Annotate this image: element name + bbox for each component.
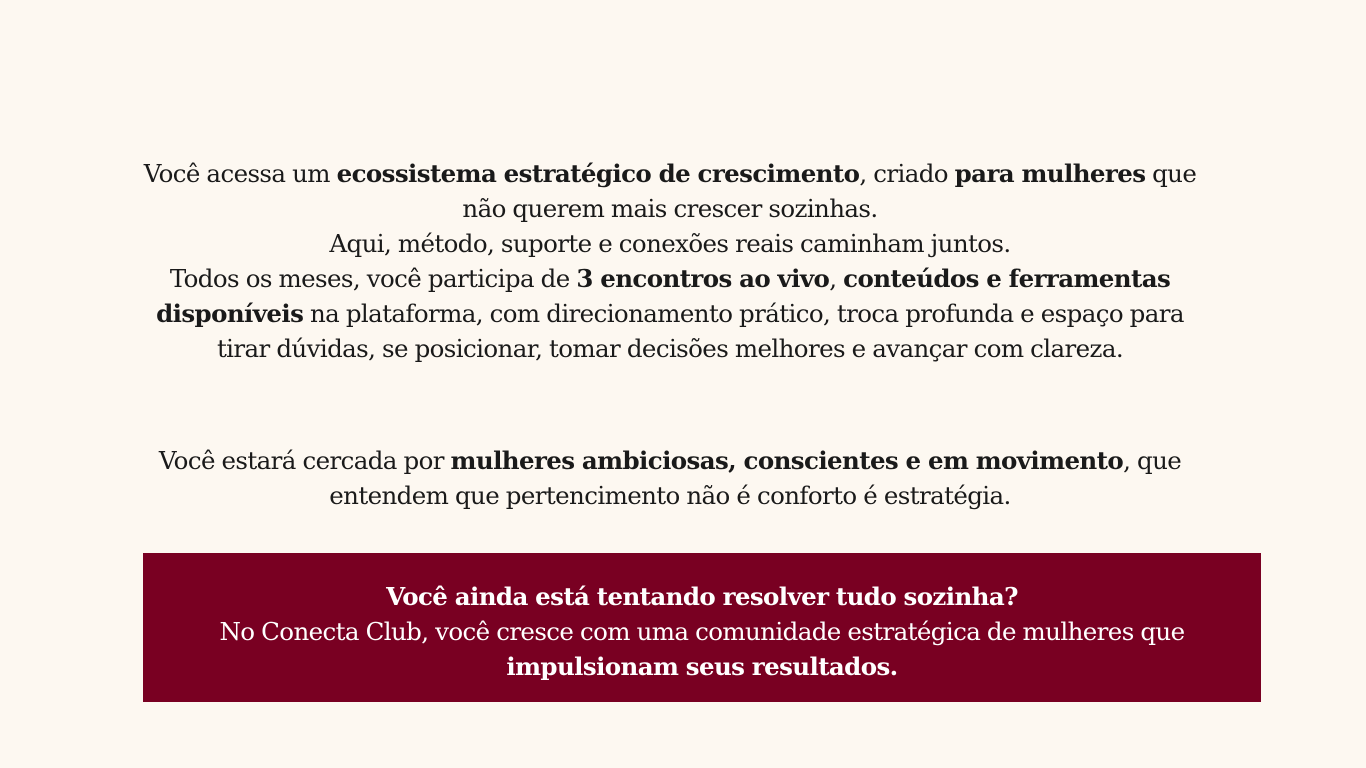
community-text: , que bbox=[1123, 446, 1182, 475]
intro-emphasis-meetings: 3 encontros ao vivo bbox=[576, 264, 830, 293]
intro-text: na plataforma, com direcionamento prático, troca profunda e espaço para bbox=[303, 299, 1184, 328]
intro-emphasis-content: conteúdos e ferramentas bbox=[843, 264, 1171, 293]
intro-line-6: tirar dúvidas, se posicionar, tomar decisões melhores e avançar com clareza. bbox=[216, 334, 1124, 363]
cta-banner bbox=[143, 553, 1261, 702]
community-line-1 bbox=[100, 443, 1240, 478]
banner-emphasis: impulsionam seus resultados. bbox=[506, 652, 898, 681]
intro-paragraph bbox=[100, 156, 1240, 366]
intro-text: , criado bbox=[859, 159, 955, 188]
intro-line-4 bbox=[100, 261, 1240, 296]
community-paragraph bbox=[100, 443, 1240, 513]
intro-text: que bbox=[1145, 159, 1197, 188]
community-text: Você estará cercada por bbox=[158, 446, 451, 475]
intro-line-2: não querem mais crescer sozinhas. bbox=[462, 194, 878, 223]
banner-body: No Conecta Club, você cresce com uma comunidade estratégica de mulheres que bbox=[219, 617, 1185, 646]
intro-text: , bbox=[829, 264, 844, 293]
intro-emphasis-available: disponíveis bbox=[156, 299, 304, 328]
community-line-2: entendem que pertencimento não é conforto é estratégia. bbox=[329, 481, 1011, 510]
banner-headline: Você ainda está tentando resolver tudo sozinha? bbox=[386, 582, 1018, 611]
intro-emphasis-ecosystem: ecossistema estratégico de crescimento bbox=[336, 159, 860, 188]
intro-line-3: Aqui, método, suporte e conexões reais caminham juntos. bbox=[329, 229, 1011, 258]
intro-text: Você acessa um bbox=[143, 159, 337, 188]
intro-line-1 bbox=[100, 156, 1240, 191]
intro-text: Todos os meses, você participa de bbox=[169, 264, 577, 293]
intro-line-5 bbox=[100, 296, 1240, 331]
community-emphasis: mulheres ambiciosas, conscientes e em movimento bbox=[450, 446, 1124, 475]
intro-emphasis-women: para mulheres bbox=[954, 159, 1146, 188]
